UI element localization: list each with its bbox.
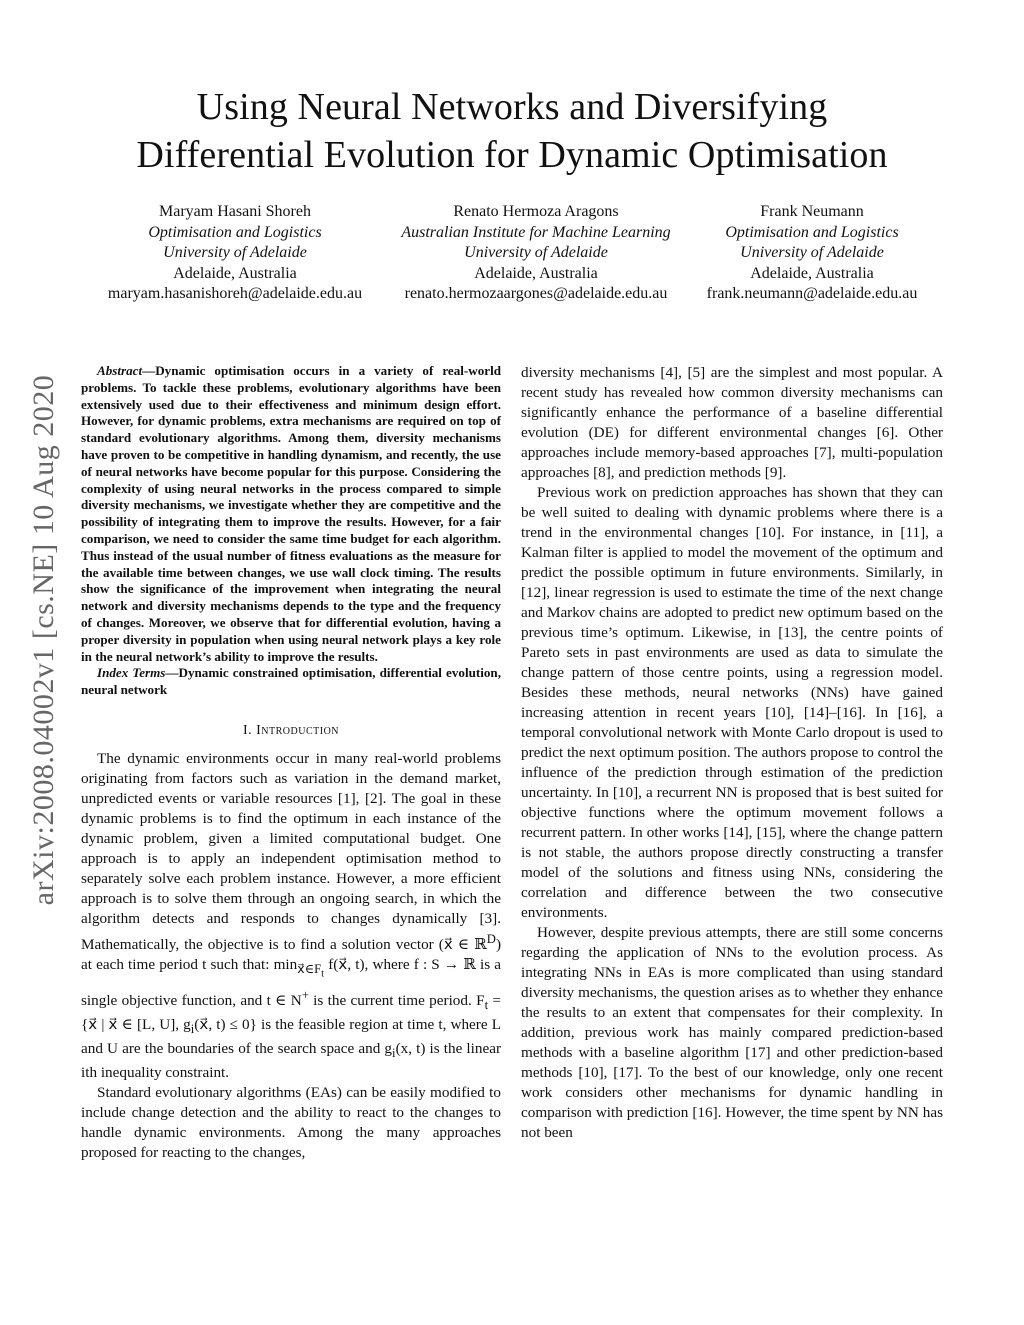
arxiv-stamp[interactable]: arXiv:2008.04002v1 [cs.NE] 10 Aug 2020: [27, 374, 60, 906]
author-name: Frank Neumann: [760, 203, 864, 220]
author-name: Renato Hermoza Aragons: [453, 203, 619, 220]
left-column: [81, 363, 501, 1163]
author-block-1: [95, 202, 375, 305]
author-dept: Optimisation and Logistics: [725, 223, 899, 241]
title-line-2: Differential Evolution for Dynamic Optimisation: [136, 134, 888, 176]
intro-paragraph-5: However, despite previous attempts, there are still some concerns regarding the application of NNs to the evolution process. As integrating NNs in EAs is more complicated than using standard diversity mechanisms, the question arises as to whether they enhance the results to an extent that compensates for their complexity. In addition, previous work has mainly compared prediction-based methods with a baseline algorithm [17] and other prediction-based methods [10], [17]. To the best of our knowledge, only one recent work considers other mechanisms for dynamic handling in comparison with prediction [16]. However, the time spent by NN has not been: [521, 924, 943, 1141]
author-email[interactable]: renato.hermozaargones@adelaide.edu.au: [404, 285, 668, 303]
para-text: The dynamic environments occur in many real-world problems originating from factors such as variation in the demand market, unpredicted events or variable resources [1], [2]. The goal in these dynamic problems is to find the optimum in each instance of the dynamic problem, given a limited computational budget. One approach is to apply an independent optimisation method to separately solve each problem instance. However, a more efficient approach is to solve them through an ongoing search, in which the algorithm detects and responds to changes dynamically [3]. Mathematically, the objective is to find a solution vector (x⃗ ∈ ℝ: [81, 749, 501, 953]
intro-paragraph-2: Standard evolutionary algorithms (EAs) can be easily modified to include change detection and the ability to react to the changes to handle dynamic environments. Among the many approaches proposed for reacting to the changes,: [81, 1083, 501, 1161]
author-email[interactable]: maryam.hasanishoreh@adelaide.edu.au: [107, 285, 363, 303]
author-location: Adelaide, Australia: [474, 264, 598, 282]
author-block-2: [385, 202, 687, 305]
abstract: [81, 363, 501, 665]
para-text: = {x⃗ | x⃗ ∈ [L, U], g: [81, 991, 501, 1033]
math-sub: t: [484, 997, 489, 1012]
para-text: ) at each time period t such that: min: [81, 936, 501, 973]
author-location: Adelaide, Australia: [173, 264, 297, 282]
para-text: f(x⃗, t), where f : S → ℝ is a single objective function, and t ∈ N: [81, 956, 501, 1009]
index-terms-text: —Dynamic constrained optimisation, differential evolution, neural network: [81, 665, 501, 698]
math-sup: D: [486, 931, 496, 946]
author-org: University of Adelaide: [464, 244, 608, 262]
math-sup: +: [301, 987, 309, 1002]
intro-paragraph-4: Previous work on prediction approaches has shown that they can be well suited to dealing with dynamic problems where there is a trend in the environmental changes [10]. For instance, in [11], a Kalman filter is applied to model the movement of the optimum and predict the possible optimum in future environments. Similarly, in [12], linear regression is used to estimate the time of the next change and Markov chains are adopted to predict new optimum based on the previous time’s optimum. Likewise, in [13], the centre points of Pareto sets in past environments are used as data to simulate the change pattern of those centre points, using a regression model. Besides these methods, neural networks (NNs) have gained increasing attention in recent years [10], [14]–[16]. In [16], a temporal convolutional network with Monte Carlo dropout is used to predict the next optimum position. The authors propose to control the influence of the prediction through estimation of the prediction uncertainty. In [10], a recurrent NN is proposed that is best suited for objective functions where the optimum movement follows a recurrent pattern. In other works [14], [15], where the change pattern is not stable, the authors propose directly constructing a transfer model of the solutions and fitness using NNs, considering the correlation and difference between the two consecutive environments.: [521, 484, 943, 921]
math-sub: t: [321, 968, 325, 980]
section-heading: [81, 722, 501, 740]
index-terms-lead: Index Terms: [97, 665, 166, 681]
para-text: (x⃗, t) ≤ 0} is the feasible region at time t, where L and U are the boundaries of the search space and g: [81, 1015, 501, 1057]
intro-paragraph-3: diversity mechanisms [4], [5] are the simplest and most popular. A recent study has revealed how common diversity mechanisms can significantly enhance the performance of a baseline differential evolution (DE) for different environmental changes [6]. Other approaches include memory-based approaches [7], multi-population approaches [8], and prediction methods [9].: [521, 364, 943, 481]
author-dept: Optimisation and Logistics: [148, 223, 322, 241]
section-number: I.: [242, 722, 253, 738]
abstract-lead: Abstract: [97, 363, 143, 378]
author-block-3: [697, 202, 927, 305]
section-title: Introduction: [256, 722, 340, 738]
title-line-1: Using Neural Networks and Diversifying: [196, 86, 828, 128]
author-email[interactable]: frank.neumann@adelaide.edu.au: [706, 285, 918, 303]
math-sub: x⃗∈F: [297, 962, 322, 977]
math-sub: i: [392, 1045, 396, 1060]
para-text: is the current time period. F: [308, 991, 485, 1009]
abstract-text: —Dynamic optimisation occurs in a variety of real-world problems. To tackle these problems, evolutionary algorithms have been extensively used due to their effectiveness and minimum design effort. However, for dynamic problems, extra mechanisms are required on top of standard evolutionary algorithms. Among them, diversity mechanisms have proven to be competitive in handling dynamism, and recently, the use of neural networks have become popular for this purpose. Considering the complexity of using neural networks in the process compared to simple diversity mechanisms, we investigate whether they are competitive and the possibility of integrating them to improve the results. However, for a fair comparison, we need to consider the same time budget for each algorithm. Thus instead of the usual number of fitness evaluations as the measure for the available time between changes, we use wall clock timing. The results show the significance of the improvement when integrating the neural network and diversity mechanisms depends to the type and the frequency of changes. Moreover, we observe that for differential evolution, having a proper diversity in population when using neural network plays a key role in the neural network’s ability to improve the results.: [81, 363, 501, 664]
math-sub: i: [190, 1021, 195, 1036]
author-location: Adelaide, Australia: [750, 264, 874, 282]
author-name: Maryam Hasani Shoreh: [159, 203, 311, 220]
author-org: University of Adelaide: [740, 244, 884, 262]
index-terms: [81, 665, 501, 699]
author-dept: Australian Institute for Machine Learning: [401, 223, 671, 241]
right-column: [521, 363, 943, 1143]
paper-title: [60, 83, 964, 179]
intro-paragraph-1: [81, 749, 501, 1083]
author-org: University of Adelaide: [163, 244, 307, 262]
para-text: (x, t) is the linear ith inequality constraint.: [81, 1039, 502, 1081]
